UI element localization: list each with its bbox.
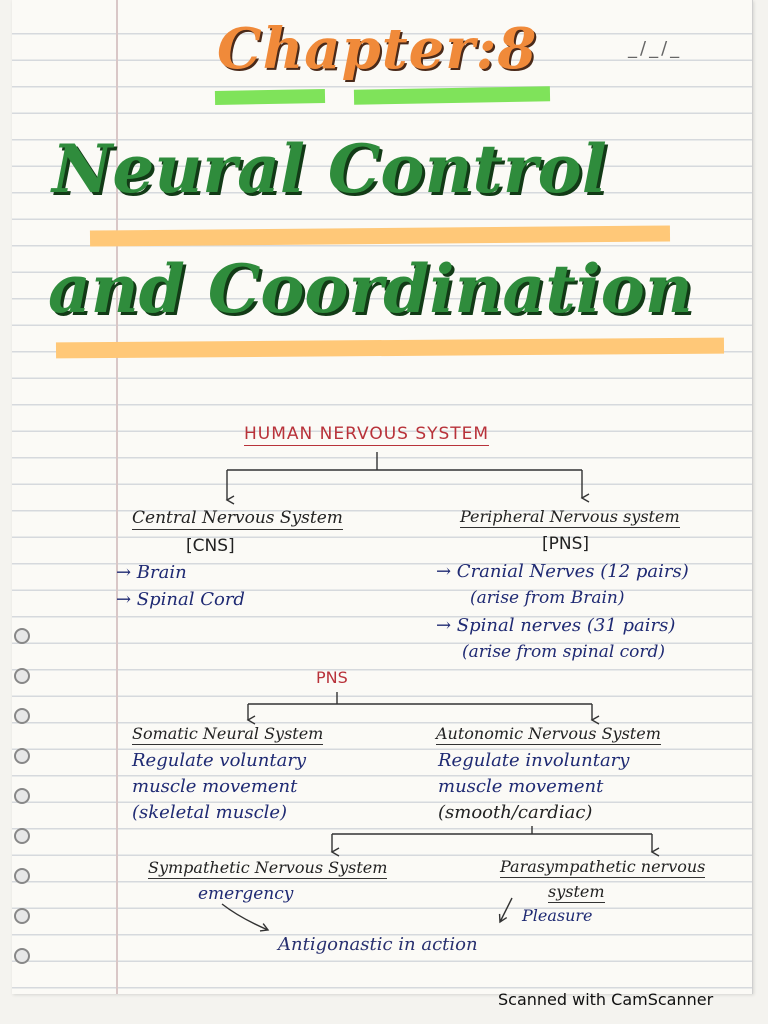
spiral-ring — [14, 828, 30, 844]
chapter-title: Chapter:8 — [217, 16, 538, 82]
chapter-highlight-left — [215, 89, 325, 105]
pns-item-cranial: → Cranial Nerves (12 pairs) — [436, 561, 689, 582]
date-blank: _/_/_ — [628, 38, 683, 59]
autonomic-line-1: Regulate involuntary — [438, 750, 630, 771]
pns-abbr: [PNS] — [542, 534, 590, 554]
chapter-highlight-right — [354, 86, 550, 104]
autonomic-line-3: (smooth/cardiac) — [438, 802, 593, 823]
pns-heading: Peripheral Nervous system — [460, 507, 680, 526]
title-line-1: Neural Control — [52, 130, 607, 208]
pns-root-label: PNS — [316, 668, 348, 687]
pns-item-spinal: → Spinal nerves (31 pairs) — [436, 615, 676, 636]
pns-item-cranial-note: (arise from Brain) — [470, 588, 625, 608]
somatic-line-3: (skeletal muscle) — [132, 802, 288, 823]
title-highlight-2 — [56, 338, 724, 359]
spiral-ring — [14, 788, 30, 804]
arrow-sympathetic-to-antigonastic — [222, 904, 268, 930]
autonomic-line-2: muscle movement — [438, 776, 604, 797]
cns-item-brain: → Brain — [116, 562, 187, 583]
title-highlight-1 — [90, 225, 670, 246]
cns-heading: Central Nervous System — [132, 508, 343, 528]
spiral-ring — [14, 948, 30, 964]
autonomic-heading: Autonomic Nervous System — [436, 724, 661, 743]
scanner-watermark: Scanned with CamScanner — [498, 990, 714, 1009]
somatic-line-2: muscle movement — [132, 776, 298, 797]
parasympathetic-heading-line-1: Parasympathetic nervous — [500, 857, 706, 876]
sympathetic-note: emergency — [198, 884, 294, 904]
human-nervous-system-label: HUMAN NERVOUS SYSTEM — [244, 424, 490, 444]
spiral-ring — [14, 908, 30, 924]
somatic-heading: Somatic Neural System — [132, 724, 324, 743]
cns-abbr: [CNS] — [186, 536, 235, 556]
somatic-line-1: Regulate voluntary — [132, 750, 307, 771]
antigonastic-label: Antigonastic in action — [278, 934, 478, 955]
pns-item-spinal-note: (arise from spinal cord) — [462, 642, 666, 662]
parasympathetic-note: Pleasure — [522, 906, 593, 925]
spiral-ring — [14, 628, 30, 644]
title-line-2: and Coordination — [48, 250, 693, 328]
arrow-parasympathetic-to-antigonastic — [500, 898, 512, 922]
spiral-ring — [14, 668, 30, 684]
sympathetic-heading: Sympathetic Nervous System — [148, 858, 388, 877]
spiral-ring — [14, 708, 30, 724]
spiral-ring — [14, 748, 30, 764]
spiral-ring — [14, 868, 30, 884]
cns-item-spinal-cord: → Spinal Cord — [116, 589, 245, 610]
notebook-page — [12, 0, 753, 994]
parasympathetic-heading-line-2: system — [548, 882, 605, 901]
